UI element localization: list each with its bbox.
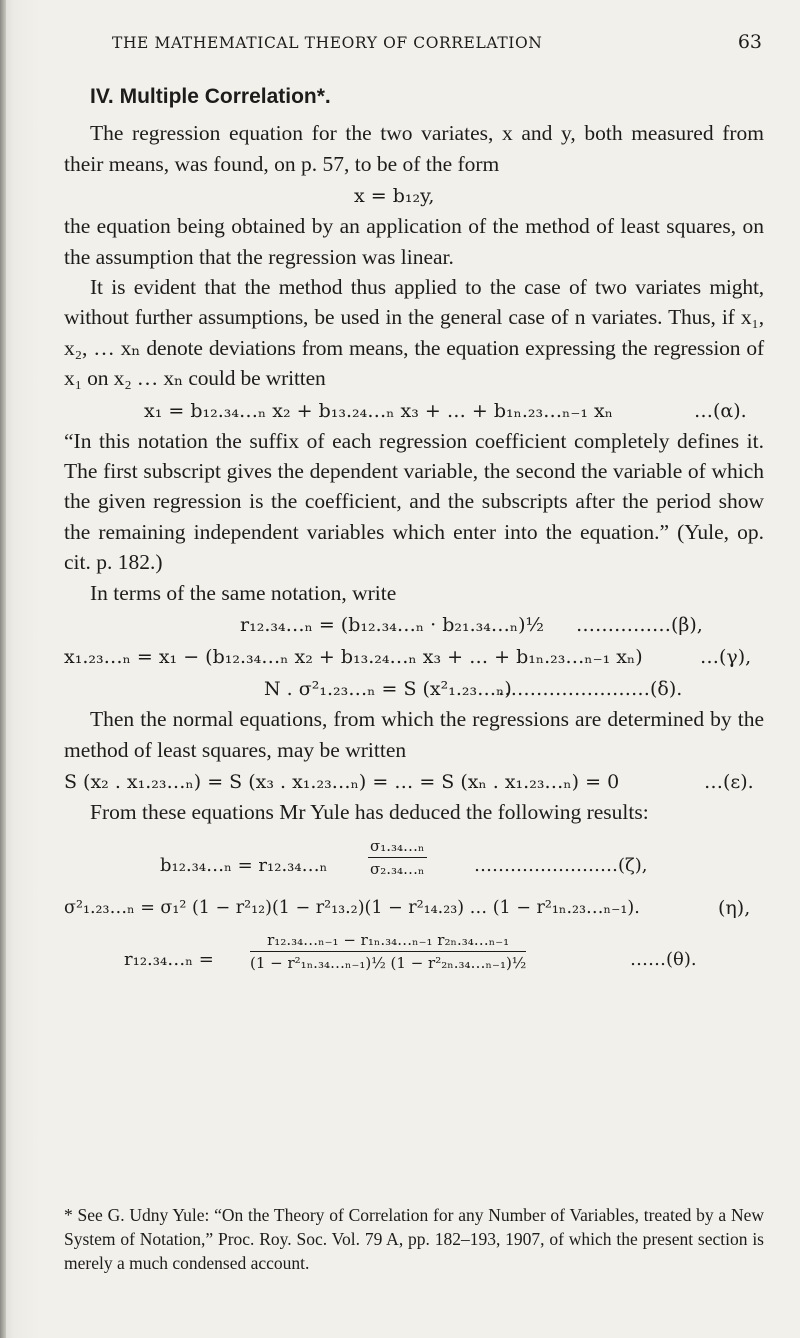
equation-theta-denominator: (1 − r²₁ₙ.₃₄…ₙ₋₁)½ (1 − r²₂ₙ.₃₄…ₙ₋₁)½ (250, 954, 527, 973)
equation-theta-tag: ……(θ). (630, 949, 697, 971)
equation-gamma-math: x₁.₂₃…ₙ = x₁ − (b₁₂.₃₄…ₙ x₂ + b₁₃.₂₄…ₙ x₃ + … + b₁ₙ.₂₃…ₙ₋₁ xₙ) (64, 646, 643, 669)
equation-gamma-tag: …(γ), (700, 646, 752, 669)
equation-theta-lhs: r₁₂.₃₄…ₙ = (124, 949, 214, 971)
equation-beta-tag: ……………(β), (576, 614, 703, 637)
equation-zeta-tag: ……………………(ζ), (474, 855, 648, 877)
equation-alpha-math: x₁ = b₁₂.₃₄…ₙ x₂ + b₁₃.₂₄…ₙ x₃ + … + b₁ₙ.₂₃…ₙ₋₁ xₙ (144, 399, 613, 422)
equation-beta-math: r₁₂.₃₄…ₙ = (b₁₂.₃₄…ₙ · b₂₁.₃₄…ₙ)½ (240, 614, 544, 637)
equation-theta-fraction (250, 929, 526, 974)
page-number: 63 (737, 31, 762, 53)
page-header (112, 28, 762, 58)
paragraph-same-notation: In terms of the same notation, write (90, 580, 397, 605)
section-heading: IV. Multiple Correlation*. (90, 85, 331, 108)
paragraph-notation-quote: “In this notation the suffix of each regression coefficient completely defines it. The first subscript gives the dependent variable, the second the variable of which the given regression is the coefficient, and the subscripts after the period show the remaining independent variables which enter into the equation.” (Yule, op. cit. p. 182.) (64, 428, 764, 575)
equation-beta (64, 608, 764, 640)
book-spine-shadow (0, 0, 6, 1338)
equation-gamma (64, 640, 764, 672)
paragraph-least-squares: the equation being obtained by an application of the method of least squares, on the assumption that the regression was linear. (64, 214, 764, 269)
running-head: THE MATHEMATICAL THEORY OF CORRELATION (112, 34, 543, 52)
equation-epsilon-tag: …(ε). (704, 770, 754, 793)
equation-simple-regression (64, 179, 764, 211)
equation-alpha (64, 394, 764, 426)
equation-delta-math: N . σ²₁.₂₃…ₙ = S (x²₁.₂₃…ₙ) (264, 678, 512, 701)
paragraph-normal-equations: Then the normal equations, from which the regressions are determined by the method of least squares, may be written (64, 707, 764, 762)
equation-zeta-fraction (368, 835, 427, 880)
equation-zeta-lhs: b₁₂.₃₄…ₙ = r₁₂.₃₄…ₙ (160, 855, 328, 877)
paragraph-yule-results: From these equations Mr Yule has deduced the following results: (90, 799, 649, 824)
equation-alpha-tag: …(α). (694, 399, 747, 422)
paragraph-regression-intro: The regression equation for the two variates, x and y, both measured from their means, was found, on p. 57, to be of the form (64, 121, 764, 176)
equation-delta-tag: ……………………(δ). (498, 678, 683, 701)
equation-delta (64, 672, 764, 704)
equation-eta-tag: (η), (718, 897, 751, 920)
footnote: * See G. Udny Yule: “On the Theory of Correlation for any Number of Variables, treated by a New System of Notation,” Proc. Roy. Soc. Vol. 79 A, pp. 182–193, 1907, of which the present section is merely a much condensed account. (64, 1205, 764, 1273)
equation-zeta-numerator: σ₁.₃₄…ₙ (368, 835, 427, 858)
equation-epsilon (64, 765, 764, 797)
equation-zeta-denominator: σ₂.₃₄…ₙ (370, 860, 425, 879)
equation-theta-numerator: r₁₂.₃₄…ₙ₋₁ − r₁ₙ.₃₄…ₙ₋₁ r₂ₙ.₃₄…ₙ₋₁ (250, 929, 526, 952)
page-body (64, 82, 764, 991)
equation-eta (64, 891, 764, 923)
equation-eta-math: σ²₁.₂₃…ₙ = σ₁² (1 − r²₁₂)(1 − r²₁₃.₂)(1 − r²₁₄.₂₃) … (1 − r²₁ₙ.₂₃…ₙ₋₁). (64, 898, 640, 919)
equation-theta (64, 927, 764, 991)
equation-epsilon-math: S (x₂ . x₁.₂₃…ₙ) = S (x₃ . x₁.₂₃…ₙ) = … = S (xₙ . x₁.₂₃…ₙ) = 0 (64, 770, 620, 793)
equation-simple-regression-math: x = b₁₂y, (354, 185, 435, 208)
equation-zeta (64, 833, 764, 891)
paragraph-general-case: It is evident that the method thus applied to the case of two variates might, without further assumptions, be used in the general case of n variates. Thus, if x₁, x₂, … xₙ denote deviations from means, the equation expressing the regression of x₁ on x₂ … xₙ could be written (64, 275, 764, 391)
